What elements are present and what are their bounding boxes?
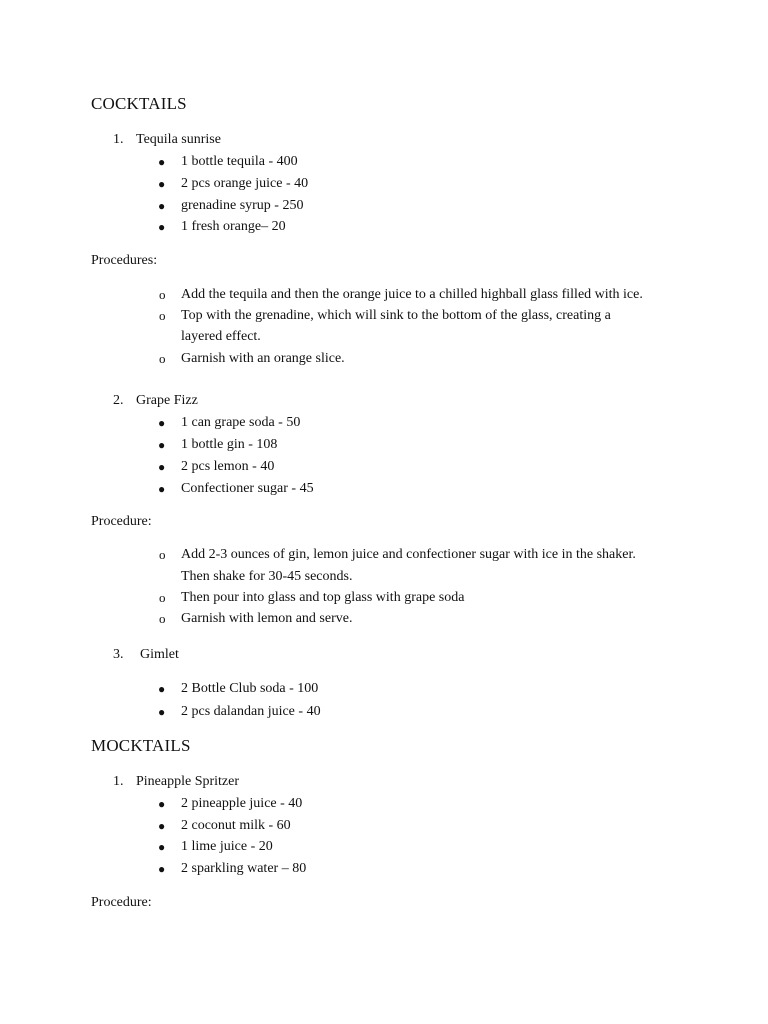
procedure-step-continuation: Then shake for 30-45 seconds.	[181, 569, 353, 584]
bullet-marker: ●	[158, 177, 166, 191]
bullet-marker: ●	[158, 482, 166, 496]
ingredient-item: 2 Bottle Club soda - 100	[181, 681, 319, 696]
ingredient-item: 1 bottle tequila - 400	[181, 154, 298, 169]
recipe-number: 1.	[113, 774, 124, 789]
procedure-step-continuation: layered effect.	[181, 329, 261, 344]
recipe-title: Grape Fizz	[136, 393, 198, 408]
bullet-marker: ●	[158, 416, 166, 430]
recipe-title: Gimlet	[140, 647, 179, 662]
sub-bullet-marker: o	[159, 351, 166, 366]
ingredient-item: 2 pcs lemon - 40	[181, 459, 275, 474]
ingredient-item: 2 sparkling water – 80	[181, 861, 307, 876]
bullet-marker: ●	[158, 199, 166, 213]
procedure-label: Procedures:	[91, 253, 158, 268]
ingredient-item: Confectioner sugar - 45	[181, 481, 314, 496]
sub-bullet-marker: o	[159, 547, 166, 562]
recipe-title: Tequila sunrise	[136, 132, 221, 147]
bullet-marker: ●	[158, 862, 166, 876]
sub-bullet-marker: o	[159, 611, 166, 626]
procedure-step: Top with the grenadine, which will sink to the bottom of the glass, creating a	[181, 308, 611, 323]
ingredient-item: 2 pcs dalandan juice - 40	[181, 704, 321, 719]
section-heading-mocktails: MOCKTAILS	[91, 736, 191, 755]
procedure-step: Garnish with an orange slice.	[181, 351, 345, 366]
sub-bullet-marker: o	[159, 308, 166, 323]
sub-bullet-marker: o	[159, 287, 166, 302]
bullet-marker: ●	[158, 155, 166, 169]
procedure-step: Then pour into glass and top glass with grape soda	[181, 590, 465, 605]
bullet-marker: ●	[158, 438, 166, 452]
bullet-marker: ●	[158, 840, 166, 854]
ingredient-item: grenadine syrup - 250	[181, 198, 304, 213]
bullet-marker: ●	[158, 819, 166, 833]
sub-bullet-marker: o	[159, 590, 166, 605]
bullet-marker: ●	[158, 220, 166, 234]
bullet-marker: ●	[158, 705, 166, 719]
bullet-marker: ●	[158, 460, 166, 474]
recipe-number: 1.	[113, 132, 124, 147]
ingredient-item: 1 can grape soda - 50	[181, 415, 301, 430]
ingredient-item: 1 lime juice - 20	[181, 839, 273, 854]
ingredient-item: 1 fresh orange– 20	[181, 219, 286, 234]
ingredient-item: 1 bottle gin - 108	[181, 437, 278, 452]
procedure-step: Add 2-3 ounces of gin, lemon juice and confectioner sugar with ice in the shaker.	[181, 547, 636, 562]
ingredient-item: 2 coconut milk - 60	[181, 818, 291, 833]
procedure-step: Add the tequila and then the orange juice to a chilled highball glass filled with ice.	[181, 287, 643, 302]
recipe-number: 3.	[113, 647, 124, 662]
procedure-label: Procedure:	[91, 895, 152, 910]
procedure-label: Procedure:	[91, 514, 152, 529]
bullet-marker: ●	[158, 797, 166, 811]
ingredient-item: 2 pineapple juice - 40	[181, 796, 303, 811]
procedure-step: Garnish with lemon and serve.	[181, 611, 353, 626]
recipe-number: 2.	[113, 393, 124, 408]
recipe-title: Pineapple Spritzer	[136, 774, 240, 789]
ingredient-item: 2 pcs orange juice - 40	[181, 176, 309, 191]
section-heading-cocktails: COCKTAILS	[91, 94, 187, 113]
bullet-marker: ●	[158, 682, 166, 696]
